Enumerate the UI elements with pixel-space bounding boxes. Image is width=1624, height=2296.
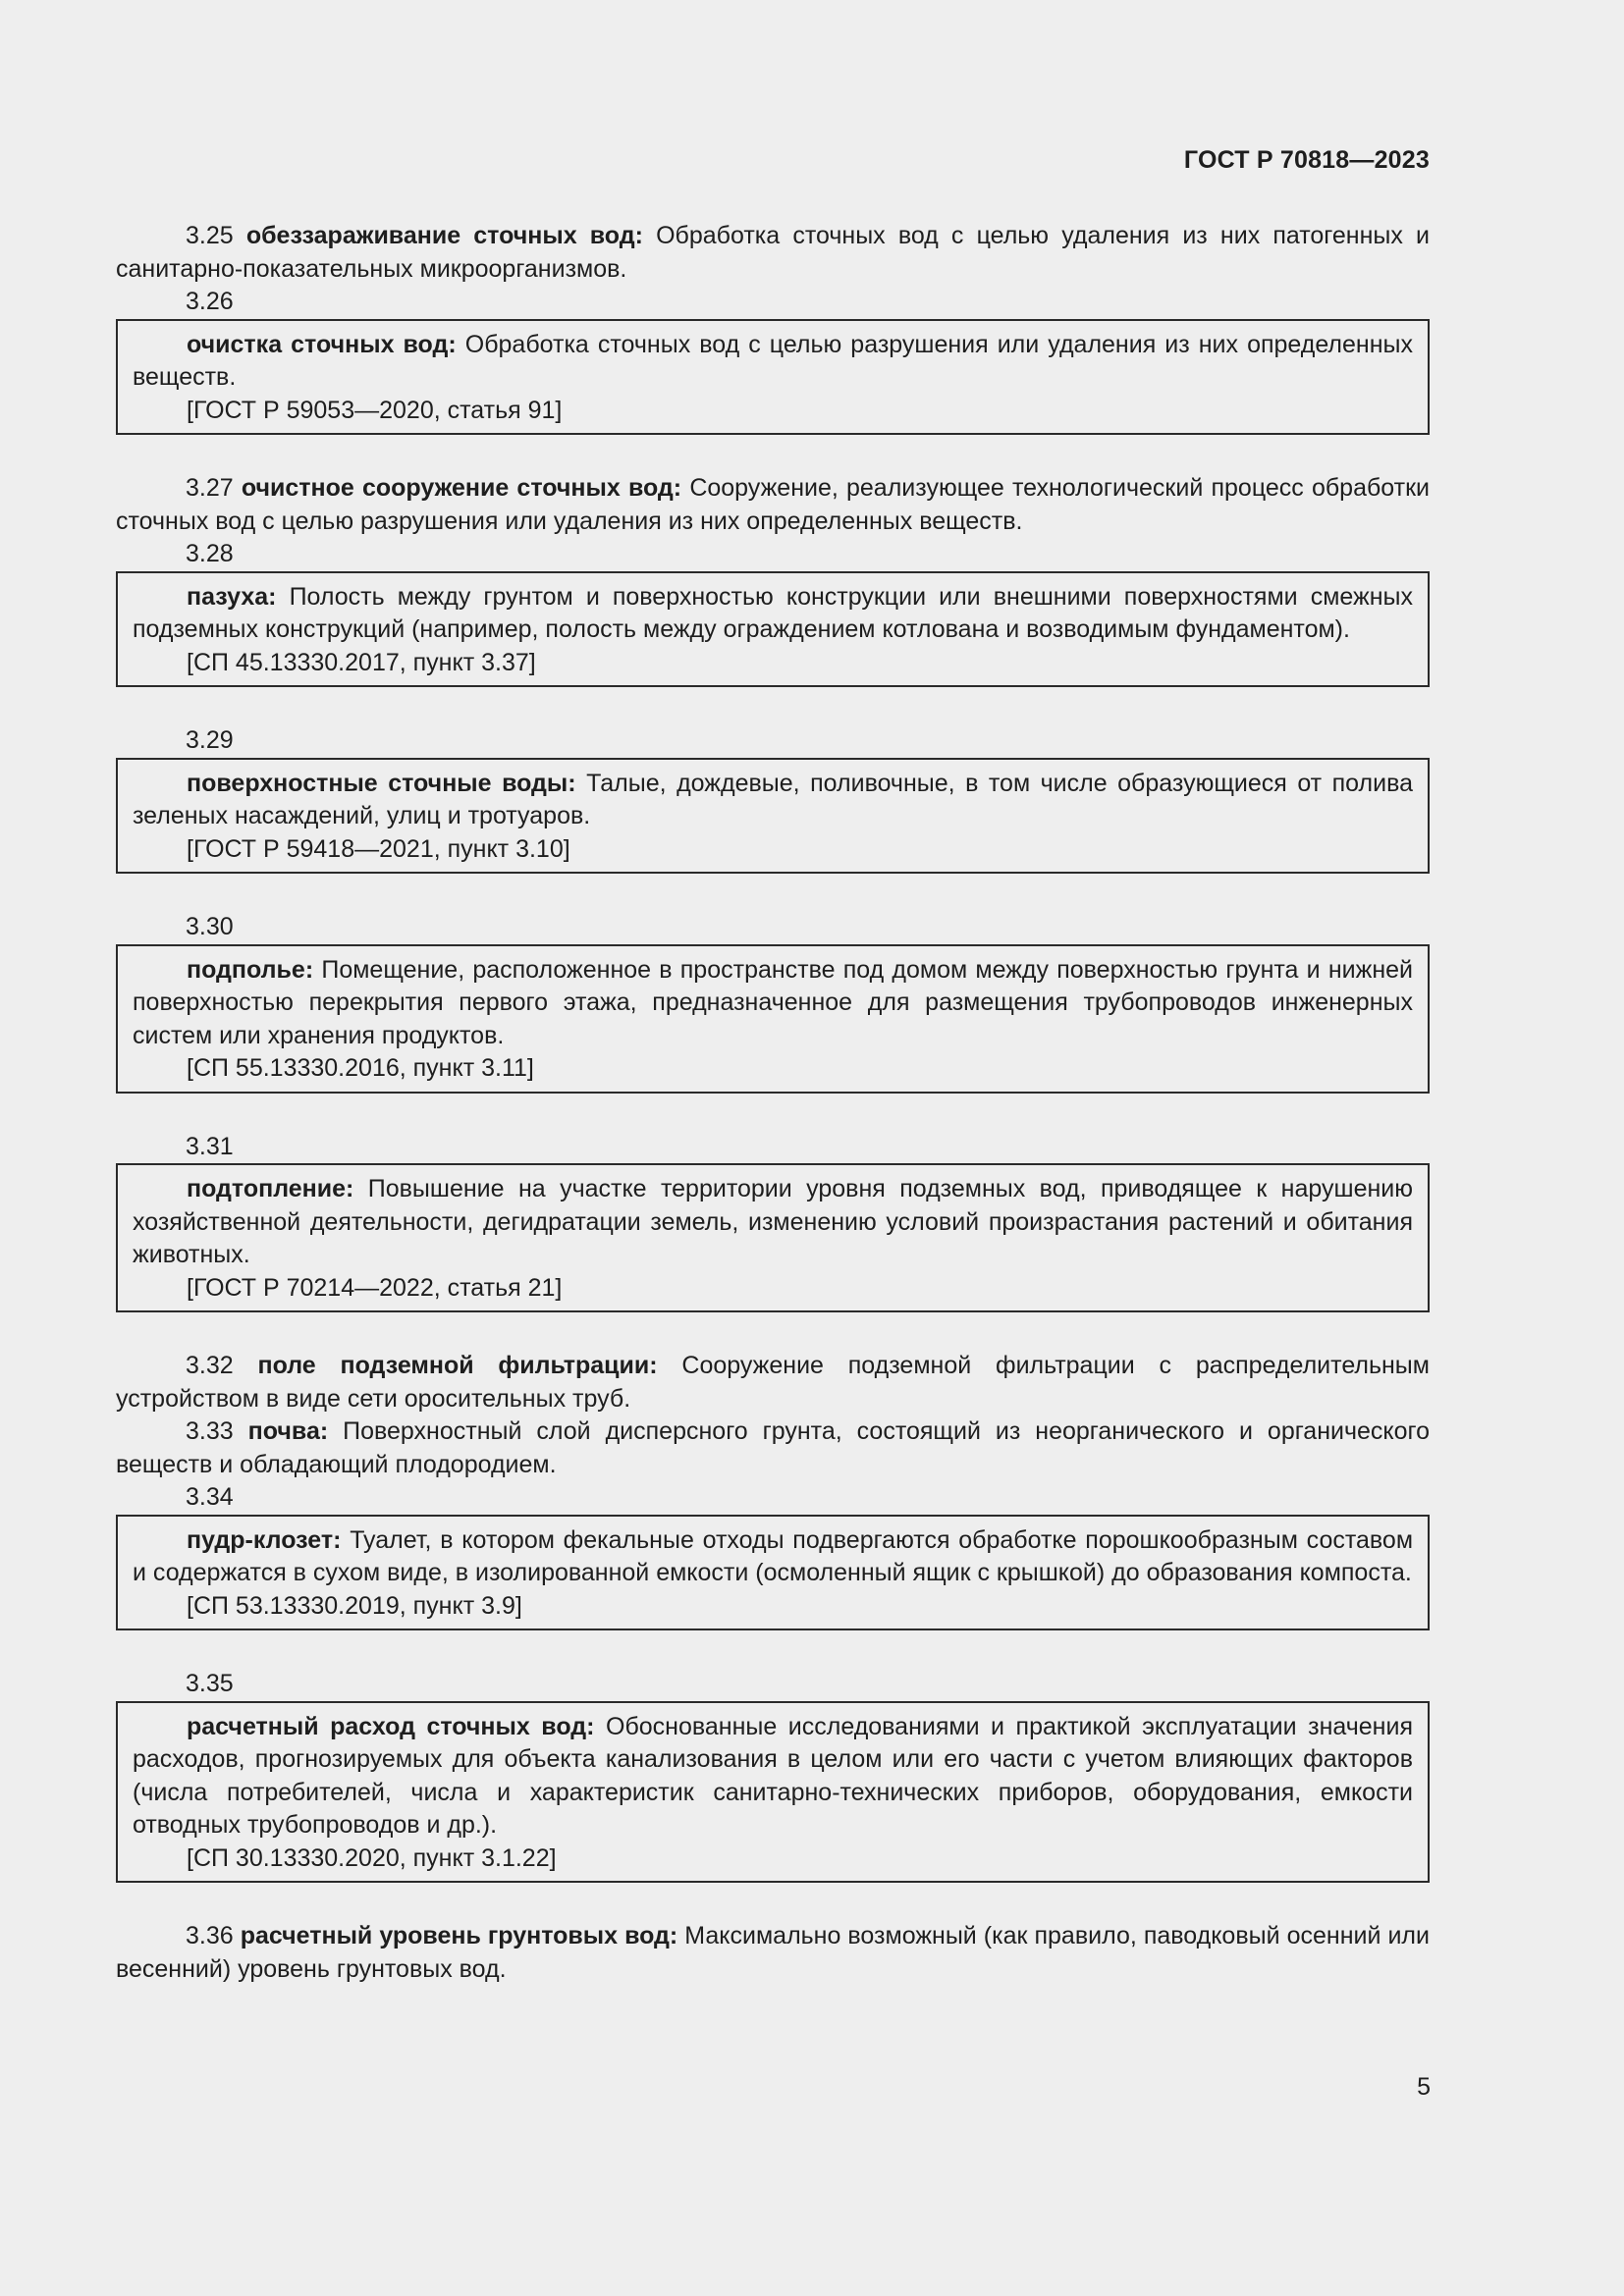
- entry-number-3-29: 3.29: [186, 726, 234, 754]
- entry-definition: Сооружение подземной фильтрации с распределительным устройством в виде сети оросительных труб.: [116, 1352, 1430, 1413]
- entry-term: поверхностные сточные воды:: [187, 769, 576, 797]
- entry-definition: Сооружение, реализующее технологический процесс обработки сточных вод с целью разрушения или удаления из них определенных веществ.: [116, 474, 1430, 535]
- definition-3-34: [133, 1524, 1413, 1590]
- definition-3-30: [133, 954, 1413, 1053]
- source-reference: [СП 45.13330.2017, пункт 3.37]: [187, 648, 536, 676]
- source-reference: [ГОСТ Р 70214—2022, статья 21]: [187, 1273, 563, 1302]
- entry-term: подтопление:: [187, 1175, 354, 1202]
- definition-3-27: [116, 472, 1430, 538]
- definition-3-33: [116, 1415, 1430, 1481]
- quoted-definition-box: [116, 1163, 1430, 1312]
- entry-term: очистное сооружение сточных вод:: [241, 474, 682, 502]
- definition-3-29: [133, 768, 1413, 833]
- entry-number: 3.25: [186, 222, 234, 249]
- entry-term: очистка сточных вод:: [187, 330, 457, 358]
- entry-number-3-35: 3.35: [186, 1670, 234, 1697]
- definition-3-25: [116, 220, 1430, 286]
- definition-3-36: [116, 1920, 1430, 1986]
- entry-definition: Талые, дождевые, поливочные, в том числе образующиеся от полива зеленых насаждений, улиц и тротуаров.: [133, 769, 1413, 829]
- entry-term: поле подземной фильтрации:: [257, 1352, 658, 1379]
- definition-3-26: [133, 329, 1413, 395]
- definition-3-28: [133, 581, 1413, 647]
- entry-number: 3.36: [186, 1922, 234, 1949]
- definition-3-35: [133, 1711, 1413, 1842]
- entry-definition: Туалет, в котором фекальные отходы подвергаются обработке порошкообразным составом и содержатся в сухом виде, в изолированной емкости (осмоленный ящик с крышкой) до образования компоста.: [133, 1525, 1414, 1586]
- page-number: 5: [1417, 2073, 1431, 2101]
- entry-term: пазуха:: [187, 582, 277, 611]
- entry-number: 3.27: [186, 474, 234, 502]
- definition-3-32: [116, 1350, 1430, 1415]
- entry-term: расчетный уровень грунтовых вод:: [240, 1922, 678, 1949]
- entry-number: 3.32: [186, 1352, 234, 1379]
- entry-definition: Обоснованные исследованиями и практикой эксплуатации значения расходов, прогнозируемых для объекта канализования в целом или его части с учетом влияющих факторов (числа потребителей, числа и характеристик санитарно-технических приборов, оборудования, емкости отводных трубопроводов и др.).: [133, 1712, 1413, 1839]
- entry-definition: Полость между грунтом и поверхностью конструкции или внешними поверхностями смежных подземных конструкций (например, полость между ограждением котлована и возводимым фундаментом).: [133, 582, 1413, 643]
- entry-term: расчетный расход сточных вод:: [187, 1712, 595, 1740]
- quoted-definition-box: [116, 1701, 1430, 1884]
- entry-number-3-30: 3.30: [186, 913, 234, 940]
- entry-term: подполье:: [187, 955, 314, 984]
- entry-definition: Обработка сточных вод с целью разрушения или удаления из них определенных веществ.: [133, 330, 1413, 391]
- quoted-definition-box: [116, 758, 1430, 875]
- entry-definition: Повышение на участке территории уровня подземных вод, приводящее к нарушению хозяйственной деятельности, дегидратации земель, изменению условий произрастания растений и обитания животных.: [133, 1175, 1413, 1268]
- entry-term: почва:: [247, 1417, 329, 1445]
- document-body: [116, 220, 1430, 1986]
- entry-definition: Поверхностный слой дисперсного грунта, состоящий из неорганического и органического веществ и обладающий плодородием.: [116, 1417, 1431, 1478]
- source-reference: [СП 55.13330.2016, пункт 3.11]: [187, 1054, 534, 1082]
- source-reference: [СП 30.13330.2020, пункт 3.1.22]: [187, 1843, 557, 1872]
- entry-number-3-34: 3.34: [186, 1483, 234, 1511]
- quoted-definition-box: [116, 319, 1430, 436]
- entry-definition: Максимально возможный (как правило, паводковый осенний или весенний) уровень грунтовых вод.: [116, 1922, 1430, 1983]
- document-header: ГОСТ Р 70818—2023: [1183, 146, 1430, 174]
- entry-number-3-31: 3.31: [186, 1132, 234, 1160]
- entry-number-3-26: 3.26: [186, 288, 234, 315]
- entry-term: пудр-клозет:: [187, 1525, 342, 1554]
- definition-3-31: [133, 1173, 1413, 1272]
- quoted-definition-box: [116, 944, 1430, 1094]
- source-reference: [СП 53.13330.2019, пункт 3.9]: [187, 1591, 522, 1620]
- entry-number: 3.33: [186, 1417, 234, 1445]
- quoted-definition-box: [116, 1515, 1430, 1631]
- entry-definition: Помещение, расположенное в пространстве под домом между поверхностью грунта и нижней поверхностью перекрытия первого этажа, предназначенное для размещения трубопроводов инженерных систем или хранения продуктов.: [133, 955, 1413, 1049]
- entry-term: обеззараживание сточных вод:: [245, 222, 643, 249]
- quoted-definition-box: [116, 571, 1430, 688]
- source-reference: [ГОСТ Р 59418—2021, пункт 3.10]: [187, 834, 570, 863]
- entry-definition: Обработка сточных вод с целью удаления из них патогенных и санитарно-показательных микроорганизмов.: [116, 222, 1430, 283]
- entry-number-3-28: 3.28: [186, 540, 234, 567]
- source-reference: [ГОСТ Р 59053—2020, статья 91]: [187, 396, 563, 424]
